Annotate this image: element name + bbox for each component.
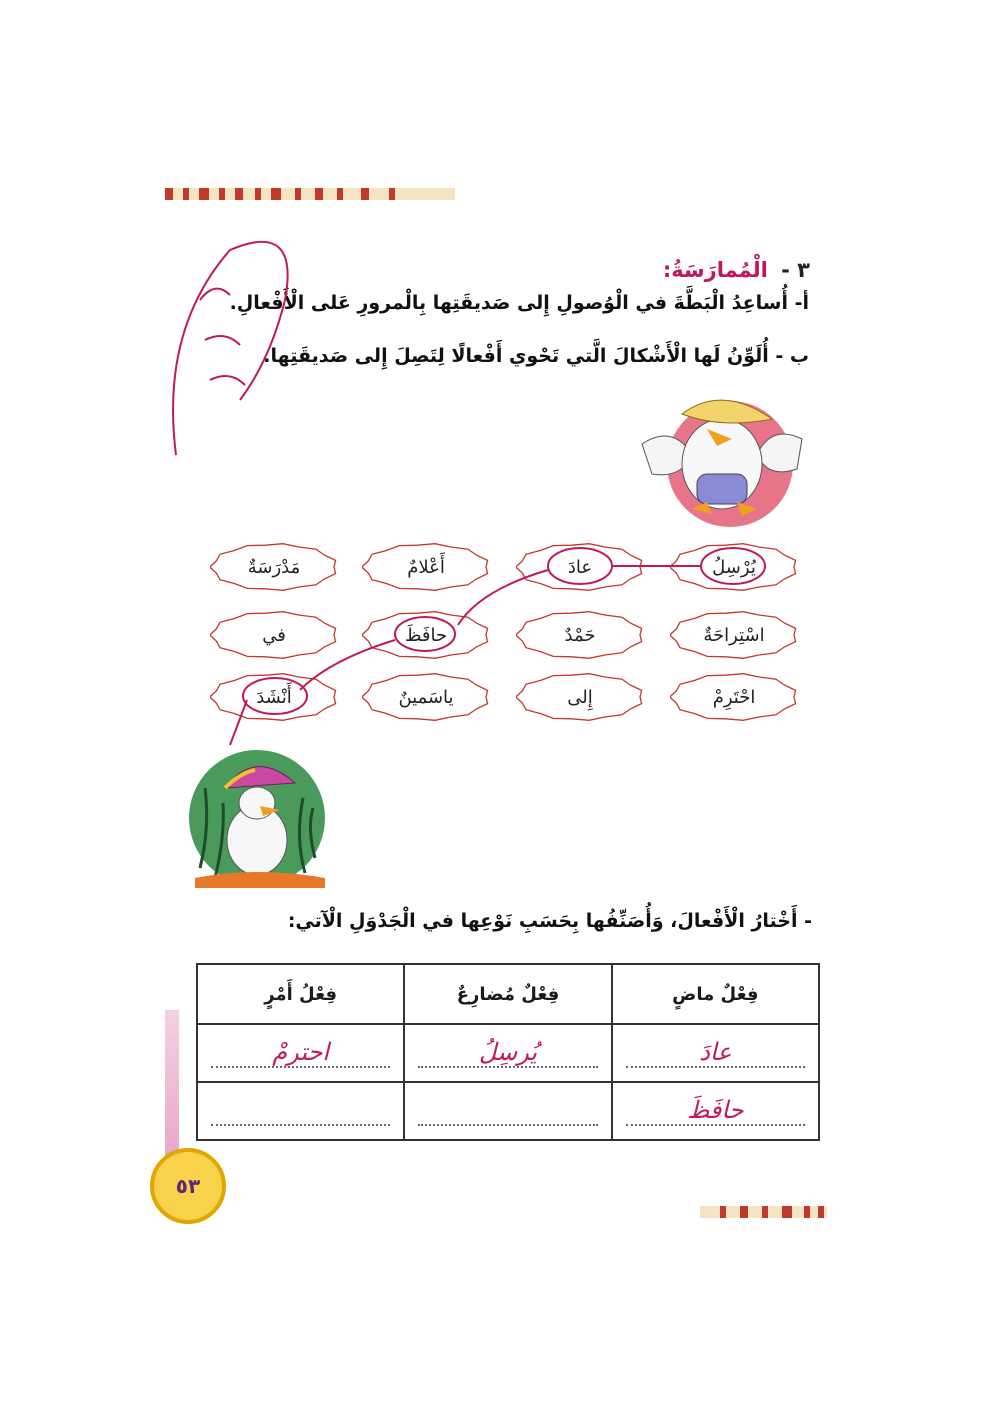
duck-illustration-top <box>622 384 812 529</box>
cell-past-1[interactable] <box>612 1024 819 1082</box>
cloud-word: احْتَرِمْ <box>712 686 756 708</box>
table-header-row <box>197 964 819 1024</box>
header-imperative: فِعْلُ أَمْرٍ <box>197 964 404 1024</box>
cloud-word: عادَ <box>567 556 593 578</box>
left-decor-band <box>165 1010 179 1160</box>
answer-imperative-1: احترمْ <box>272 1038 330 1066</box>
instruction-c: - أَخْتارُ الْأَفْعالَ، وَأُصَنِّفُها بِحَسَبِ نَوْعِها في الْجَدْوَلِ الْآتي: <box>287 910 812 932</box>
cell-present-1[interactable] <box>404 1024 611 1082</box>
exercise-title-text: الْمُمارَسَةُ: <box>662 258 768 282</box>
instruction-b: ب - أُلَوِّنُ لَها الْأَشْكالَ الَّتي تَحْوي أَفْعالًا لِتَصِلَ إِلى صَديقَتِها. <box>263 345 809 367</box>
word-cloud[interactable] <box>362 542 490 592</box>
bottom-decor-strip <box>700 1206 827 1218</box>
cloud-word: في <box>262 624 286 646</box>
cloud-word: أَنْشَدَ <box>256 686 292 708</box>
duck-illustration-bottom <box>185 748 330 893</box>
answer-present-1: يُرسِلُ <box>478 1038 538 1066</box>
word-cloud[interactable] <box>362 610 490 660</box>
page-number: ٥٣ <box>150 1148 226 1224</box>
exercise-number: ٣ - <box>781 258 810 282</box>
cloud-word: إِلى <box>567 686 593 708</box>
word-cloud[interactable] <box>362 672 490 722</box>
cell-imperative-2[interactable] <box>197 1082 404 1140</box>
header-present: فِعْلٌ مُضارِعٌ <box>404 964 611 1024</box>
word-cloud[interactable] <box>210 610 338 660</box>
cloud-word: اسْتِراحَةٌ <box>703 624 765 646</box>
word-cloud[interactable] <box>670 672 798 722</box>
word-cloud[interactable] <box>516 542 644 592</box>
word-cloud[interactable] <box>670 610 798 660</box>
exercise-title <box>560 258 810 282</box>
word-cloud[interactable] <box>210 672 338 722</box>
table-row <box>197 1024 819 1082</box>
cloud-word: أَعْلامٌ <box>407 556 445 578</box>
cloud-word: مَدْرَسَةٌ <box>247 556 301 578</box>
cloud-word: حافَظَ <box>404 624 448 646</box>
word-cloud[interactable] <box>516 672 644 722</box>
header-past: فِعْلٌ ماضٍ <box>612 964 819 1024</box>
word-cloud[interactable] <box>516 610 644 660</box>
answer-past-1: عادَ <box>699 1038 732 1066</box>
cloud-word: حَمْدٌ <box>564 624 596 646</box>
top-decor-strip <box>165 188 455 200</box>
table-row <box>197 1082 819 1140</box>
cell-past-2[interactable] <box>612 1082 819 1140</box>
word-cloud[interactable] <box>210 542 338 592</box>
cloud-word: ياسَمينٌ <box>398 686 454 708</box>
word-cloud[interactable] <box>670 542 798 592</box>
answer-past-2: حافَظَ <box>687 1096 744 1124</box>
cloud-word: يُرْسِلُ <box>712 556 756 578</box>
instruction-a: أ- أُساعِدُ الْبَطَّةَ في الْوُصولِ إِلى صَديقَتِها بِالْمرورِ عَلى الْأَفْعالِ. <box>229 292 809 314</box>
verb-classification-table <box>196 963 820 1141</box>
cell-imperative-1[interactable] <box>197 1024 404 1082</box>
cell-present-2[interactable] <box>404 1082 611 1140</box>
